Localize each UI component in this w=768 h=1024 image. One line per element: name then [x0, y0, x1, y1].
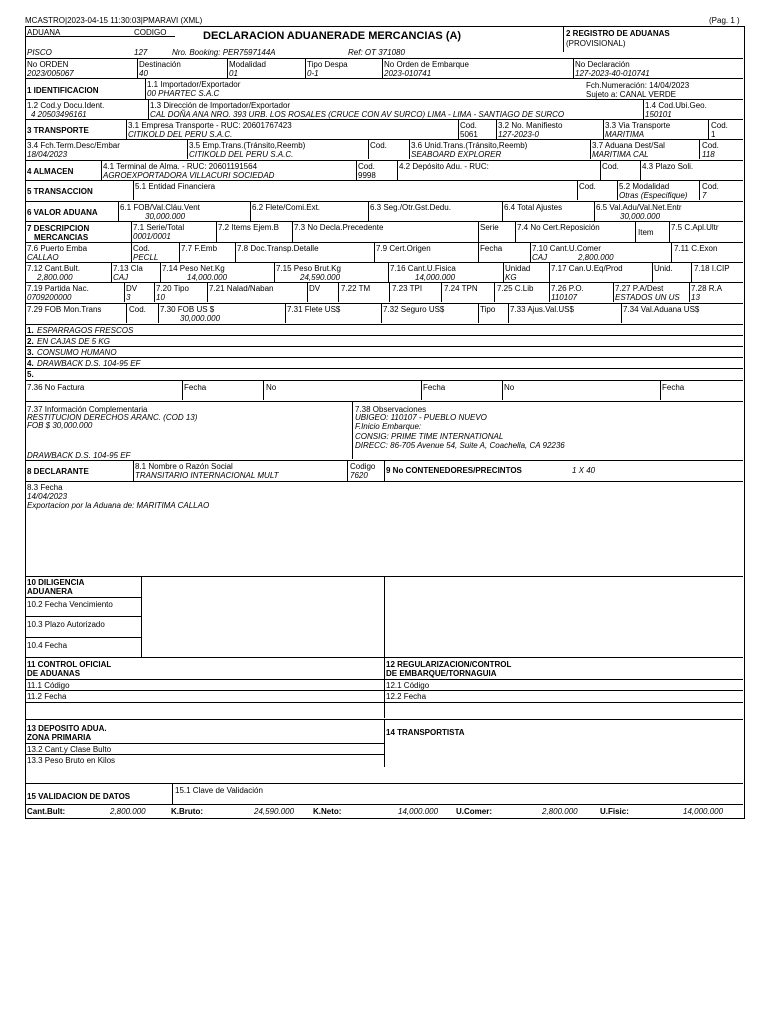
footer-u-comer-value: 2,800.000	[542, 807, 578, 816]
puerto-value: CALLAO	[27, 253, 59, 262]
page-number: (Pag. 1 )	[709, 16, 740, 25]
emp-trans-value: CITIKOLD DEL PERU S.A.C.	[189, 150, 294, 159]
observaciones-line: F.Inicio Embarque:	[355, 422, 422, 431]
peso-brut-value: 24,590.000	[300, 273, 341, 282]
section-contenedores: 9 No CONTENEDORES/PRECINTOS	[386, 466, 522, 475]
contenedores-value: 1 X 40	[572, 466, 596, 475]
item-label: Item	[638, 228, 654, 237]
factura-fecha3-label: Fecha	[662, 383, 685, 392]
modalidad-pago-value: Otras (Especifique)	[619, 191, 688, 200]
direccion-value: CAL DOÑA ANA NRO. 393 URB. LOS ROSALES (CRUCE CON AV SURCO) LIMA - LIMA - SANTIAGO DE SURCO	[150, 110, 565, 119]
section-embarque: DE EMBARQUE/TORNAGUIA	[386, 669, 497, 678]
cert-origen-label: 7.9 Cert.Origen	[376, 244, 431, 253]
tipo-value: 10	[156, 293, 165, 302]
doc-ident-value: 4 20503496161	[31, 110, 87, 119]
desc-line-text: DRAWBACK D.S. 104-95 EF	[37, 359, 141, 368]
footer-u-comer-label: U.Comer:	[456, 807, 493, 816]
destinacion-value: 40	[139, 69, 148, 78]
transporte-cod-label: Cod.	[460, 121, 477, 130]
fob-us-label: 7.30 FOB US $	[160, 305, 215, 314]
dv2-label: DV	[309, 284, 321, 293]
nalad-label: 7.21 Nalad/Naban	[209, 284, 274, 293]
booking-number: Nro. Booking: PER7597144A	[172, 48, 276, 57]
destinacion-label: Destinación	[139, 60, 181, 69]
fch-numeracion: Fch.Numeración: 14/04/2023	[586, 81, 690, 90]
tm-label: 7.22 TM	[341, 284, 371, 293]
section-regularizacion: 12 REGULARIZACION/CONTROL	[386, 660, 512, 669]
ajus-val-label: 7.33 Ajus.Val.US$	[510, 305, 574, 314]
footer-k-bruto-value: 24,590.000	[254, 807, 295, 816]
seguro-label: 6.3 Seg./Otr.Gst.Dedu.	[370, 203, 451, 212]
sujeto-canal: Sujeto a: CANAL VERDE	[586, 90, 676, 99]
tpi-label: 7.23 TPI	[392, 284, 423, 293]
seguro-us-label: 7.32 Seguro US$	[383, 305, 445, 314]
apl-ultr-label: 7.5 C.Apl.Ultr	[671, 223, 719, 232]
ubigeo-value: 150101	[645, 110, 672, 119]
importador-label: 1.1 Importador/Exportador	[147, 80, 241, 89]
manifiesto-label: 3.2 No. Manifiesto	[498, 121, 563, 130]
footer-cant-bult-label: Cant.Bult:	[27, 807, 66, 816]
desc-line-text: ESPARRAGOS FRESCOS	[37, 326, 134, 335]
clave-validacion-label: 15.1 Clave de Validación	[175, 786, 263, 795]
flete-label: 6.2 Flete/Comi.Ext.	[252, 203, 321, 212]
partida-label: 7.19 Partida Nac.	[27, 284, 89, 293]
unid-trans-value: SEABOARD EXPLORER	[411, 150, 502, 159]
empresa-transporte-label: 3.1 Empresa Transporte - RUC: 20601767423	[128, 121, 292, 130]
control-fecha-label: 11.2 Fecha	[27, 692, 67, 701]
factura-fecha-label: Fecha	[184, 383, 207, 392]
cert-origen-fecha-label: Fecha	[480, 244, 503, 253]
fch-term-label: 3.4 Fch.Term.Desc/Embar	[27, 141, 120, 150]
section-transportista: 14 TRANSPORTISTA	[386, 728, 465, 737]
control-codigo-label: 11.1 Código	[27, 681, 70, 690]
section-deposito: 13 DEPOSITO ADUA.	[27, 724, 107, 733]
plazo-label: 4.3 Plazo Soli.	[642, 162, 694, 171]
c-exon-label: 7.11 C.Exon	[674, 244, 718, 253]
section-mercancias: MERCANCIAS	[34, 233, 89, 242]
serie-total-label: 7.1 Serie/Total	[133, 223, 185, 232]
factura-fecha2-label: Fecha	[423, 383, 446, 392]
desc-line-num: 2.	[27, 337, 34, 346]
factura-no2-label: No	[504, 383, 515, 392]
puerto-cod-value: PECLL	[133, 253, 159, 262]
header-meta: MCASTRO|2023-04-15 11:30:03|PMARAVI (XML)	[25, 16, 203, 25]
ubigeo-label: 1.4 Cod.Ubi.Geo.	[645, 101, 707, 110]
aduana-label: ADUANA	[27, 28, 61, 37]
section-control-oficial: 11 CONTROL OFICIAL	[27, 660, 112, 669]
observaciones-line: UBIGEO: 110107 - PUEBLO NUEVO	[355, 413, 487, 422]
ajustes-label: 6.4 Total Ajustes	[504, 203, 563, 212]
section-valor-aduana: 6 VALOR ADUANA	[27, 208, 98, 217]
desc-line-num: 1.	[27, 326, 34, 335]
dv-label: DV	[126, 284, 138, 293]
exportacion-aduana: Exportacion por la Aduana de: MARITIMA CALLAO	[27, 501, 210, 510]
declarante-fecha-label: 8.3 Fecha	[27, 483, 63, 492]
factura-no-label: No	[266, 383, 277, 392]
declarante-codigo-label: Codigo	[350, 462, 376, 471]
footer-cant-bult-value: 2,800.000	[110, 807, 146, 816]
desc-line-text: EN CAJAS DE 5 KG	[37, 337, 110, 346]
peso-brut-label: 7.15 Peso Brut.Kg	[276, 264, 341, 273]
modalidad-pago-label: 5.2 Modalidad	[619, 182, 670, 191]
direccion-label: 1.3 Dirección de Importador/Exportador	[150, 101, 291, 110]
partida-value: 0709200000	[27, 293, 72, 302]
orden-embarque-value: 2023-010741	[384, 69, 432, 78]
tipo-label: 7.20 Tipo	[156, 284, 189, 293]
orden-label: No ORDEN	[27, 60, 69, 69]
section-aduanera: ADUANERA	[27, 587, 73, 596]
aduana-value: PISCO	[27, 48, 52, 57]
peso-net-label: 7.14 Peso Net.Kg	[162, 264, 225, 273]
observaciones-label: 7.38 Observaciones	[355, 405, 427, 414]
tipo-despa-value: 0-1	[307, 69, 319, 78]
observaciones-line: DIRECC: 86-705 Avenue 54, Suite A, Coachella, CA 92236	[355, 441, 565, 450]
plazo-autorizado-label: 10.3 Plazo Autorizado	[27, 620, 105, 629]
info-complementaria-label: 7.37 Información Complementaria	[27, 405, 148, 414]
section-transaccion: 5 TRANSACCION	[27, 187, 93, 196]
section-validacion: 15 VALIDACION DE DATOS	[27, 792, 131, 801]
dv-value: 3	[126, 293, 131, 302]
serie-total-value: 0001/0001	[133, 232, 171, 241]
pa-dest-value: ESTADOS UN US	[615, 293, 680, 302]
almacen-cod-label: Cod.	[358, 162, 375, 171]
tipo-despa-label: Tipo Despa	[307, 60, 348, 69]
flete-us-label: 7.31 Flete US$	[287, 305, 341, 314]
emp-trans-cod-label: Cod.	[370, 141, 387, 150]
doc-ident-label: 1.2 Cod.y Docu.Ident.	[27, 101, 105, 110]
orden-embarque-label: No Orden de Embarque	[384, 60, 469, 69]
importador-value: 00 PHARTEC S.A.C	[147, 89, 220, 98]
cant-clase-bulto-label: 13.2 Cant.y Clase Bulto	[27, 745, 112, 754]
deposito-cod-label: Cod.	[602, 162, 619, 171]
modalidad-cod-label: Cod.	[702, 182, 719, 191]
codigo-label: CODIGO	[134, 28, 167, 37]
unid-trans-label: 3.6 Unid.Trans.(Tránsito,Reemb)	[411, 141, 528, 150]
cant-bult-value: 2,800.000	[37, 273, 73, 282]
puerto-label: 7.6 Puerto Emba	[27, 244, 88, 253]
tipo2-label: Tipo	[480, 305, 496, 314]
desc-line-text: CONSUMO HUMANO	[37, 348, 117, 357]
desc-line-num: 4.	[27, 359, 34, 368]
fob-us-value: 30,000.000	[180, 314, 221, 323]
po-value: 110107	[551, 293, 578, 302]
footer-k-bruto-label: K.Bruto:	[171, 807, 203, 816]
page-title: DECLARACION ADUANERADE MERCANCIAS (A)	[203, 30, 462, 42]
peso-net-value: 14,000.000	[187, 273, 228, 282]
tpn-label: 7.24 TPN	[444, 284, 478, 293]
diligencia-fecha-label: 10.4 Fecha	[27, 641, 68, 650]
terminal-label: 4.1 Terminal de Alma. - RUC: 20601191564	[103, 162, 258, 171]
declaracion-label: No Declaración	[575, 60, 630, 69]
aduana-dest-cod-value: 118	[702, 150, 715, 159]
transporte-cod-value: 5061	[460, 130, 478, 139]
codigo-value: 127	[134, 48, 148, 57]
footer-u-fisic-label: U.Fisic:	[600, 807, 629, 816]
cant-comer-unit: CAJ	[532, 253, 548, 262]
entidad-label: 5.1 Entidad Financiera	[135, 182, 216, 191]
nombre-razon-label: 8.1 Nombre o Razón Social	[135, 462, 233, 471]
emp-trans-label: 3.5 Emp.Trans.(Tránsito,Reemb)	[189, 141, 306, 150]
fob-label: 6.1 FOB/Val.Cláu.Vent	[120, 203, 200, 212]
cant-bult-label: 7.12 Cant.Bult.	[27, 264, 80, 273]
via-cod-label: Cod.	[711, 121, 728, 130]
can-eq-label: 7.17 Can.U.Eq/Prod	[551, 264, 623, 273]
ra-label: 7.28 R.A	[691, 284, 723, 293]
section-identificacion: 1 IDENTIFICACION	[27, 86, 99, 95]
via-cod-value: 1	[711, 130, 716, 139]
info-complementaria-line: RESTITUCION DERECHOS ARANC. (COD 13)	[27, 413, 198, 422]
po-label: 7.26 P.O.	[551, 284, 584, 293]
aduana-dest-cod-label: Cod.	[702, 141, 719, 150]
fob-mon-label: 7.29 FOB Mon.Trans	[27, 305, 102, 314]
nombre-razon-value: TRANSITARIO INTERNACIONAL MULT	[135, 471, 279, 480]
fob-value: 30,000.000	[145, 212, 186, 221]
cant-comer-label: 7.10 Cant.U.Comer	[532, 244, 601, 253]
footer-k-neto-value: 14,000.000	[398, 807, 439, 816]
pa-dest-label: 7.27 P.A/Dest	[615, 284, 664, 293]
desc-line-num: 5.	[27, 370, 34, 379]
cla-value: CAJ	[113, 273, 129, 282]
cant-comer-value: 2,800.000	[578, 253, 614, 262]
observaciones-line: CONSIG: PRIME TIME INTERNATIONAL	[355, 432, 504, 441]
info-complementaria-line: FOB $ 30,000.000	[27, 421, 93, 430]
val-aduana-us-label: 7.34 Val.Aduana US$	[623, 305, 700, 314]
decla-precedente-label: 7.3 No Decla.Precedente	[294, 223, 384, 232]
declarante-fecha-value: 14/04/2023	[27, 492, 68, 501]
orden-value: 2023/005067	[27, 69, 74, 78]
cant-fisica-label: 7.16 Cant.U.Fisica	[390, 264, 456, 273]
puerto-cod-label: Cod.	[133, 244, 150, 253]
items-label: 7.2 Items Ejem.B	[218, 223, 279, 232]
i-cip-label: 7.18 I.CIP	[694, 264, 730, 273]
manifiesto-value: 127-2023-0	[498, 130, 539, 139]
aduana-dest-value: MARITIMA CAL	[592, 150, 649, 159]
footer-u-fisic-value: 14,000.000	[683, 807, 724, 816]
section-transporte: 3 TRANSPORTE	[27, 126, 89, 135]
c-lib-label: 7.25 C.Lib	[497, 284, 534, 293]
declaracion-value: 127-2023-40-010741	[575, 69, 650, 78]
info-complementaria-line: DRAWBACK D.S. 104-95 EF	[27, 451, 131, 460]
aduana-dest-label: 3.7 Aduana Dest/Sal	[592, 141, 665, 150]
unidad-value: KG	[505, 273, 517, 282]
modalidad-value: 01	[229, 69, 238, 78]
f-emb-label: 7.7 F.Emb	[181, 244, 218, 253]
footer-k-neto-label: K.Neto:	[313, 807, 342, 816]
val-aduana-label: 6.5 Val.Adu/Val.Net.Entr	[596, 203, 682, 212]
declarante-codigo-value: 7620	[350, 471, 368, 480]
section-descripcion: 7 DESCRIPCION	[27, 224, 90, 233]
section-diligencia: 10 DILIGENCIA	[27, 578, 85, 587]
desc-line-num: 3.	[27, 348, 34, 357]
val-aduana-value: 30,000.000	[620, 212, 661, 221]
section-zona-primaria: ZONA PRIMARIA	[27, 733, 92, 742]
via-transporte-value: MARITIMA	[605, 130, 645, 139]
ref-number: Ref: OT 371080	[348, 48, 405, 57]
almacen-cod-value: 9998	[358, 171, 376, 180]
unid-label: Unid.	[654, 264, 673, 273]
serie-label: Serie	[480, 223, 499, 232]
via-transporte-label: 3.3 Via Transporte	[605, 121, 671, 130]
factura-label: 7.36 No Factura	[27, 383, 85, 392]
fob-mon-cod-label: Cod.	[129, 305, 146, 314]
entidad-cod-label: Cod.	[579, 182, 596, 191]
terminal-value: AGROEXPORTADORA VILLACURI SOCIEDAD	[103, 171, 275, 180]
doc-transp-label: 7.8 Doc.Transp.Detalle	[237, 244, 319, 253]
fecha-vencimiento-label: 10.2 Fecha Vencimiento	[27, 600, 113, 609]
deposito-label: 4.2 Depósito Adu. - RUC:	[399, 162, 489, 171]
ra-value: 13	[691, 293, 700, 302]
peso-bruto-kilos-label: 13.3 Peso Bruto en Kilos	[27, 756, 116, 765]
empresa-transporte-value: CITIKOLD DEL PERU S.A.C.	[128, 130, 233, 139]
cla-label: 7.13 Cla	[113, 264, 143, 273]
unidad-label: Unidad	[505, 264, 531, 273]
cant-fisica-value: 14,000.000	[415, 273, 456, 282]
registro-sub: (PROVISIONAL)	[566, 39, 626, 48]
cert-reposicion-label: 7.4 No Cert.Reposición	[517, 223, 600, 232]
section-de-aduanas: DE ADUANAS	[27, 669, 81, 678]
section-almacen: 4 ALMACEN	[27, 167, 74, 176]
fch-term-value: 18/04/2023	[27, 150, 68, 159]
section-declarante: 8 DECLARANTE	[27, 467, 89, 476]
regularizacion-fecha-label: 12.2 Fecha	[386, 692, 427, 701]
modalidad-label: Modalidad	[229, 60, 266, 69]
modalidad-cod-value: 7	[702, 191, 707, 200]
registro-label: 2 REGISTRO DE ADUANAS	[566, 29, 670, 38]
regularizacion-codigo-label: 12.1 Código	[386, 681, 430, 690]
